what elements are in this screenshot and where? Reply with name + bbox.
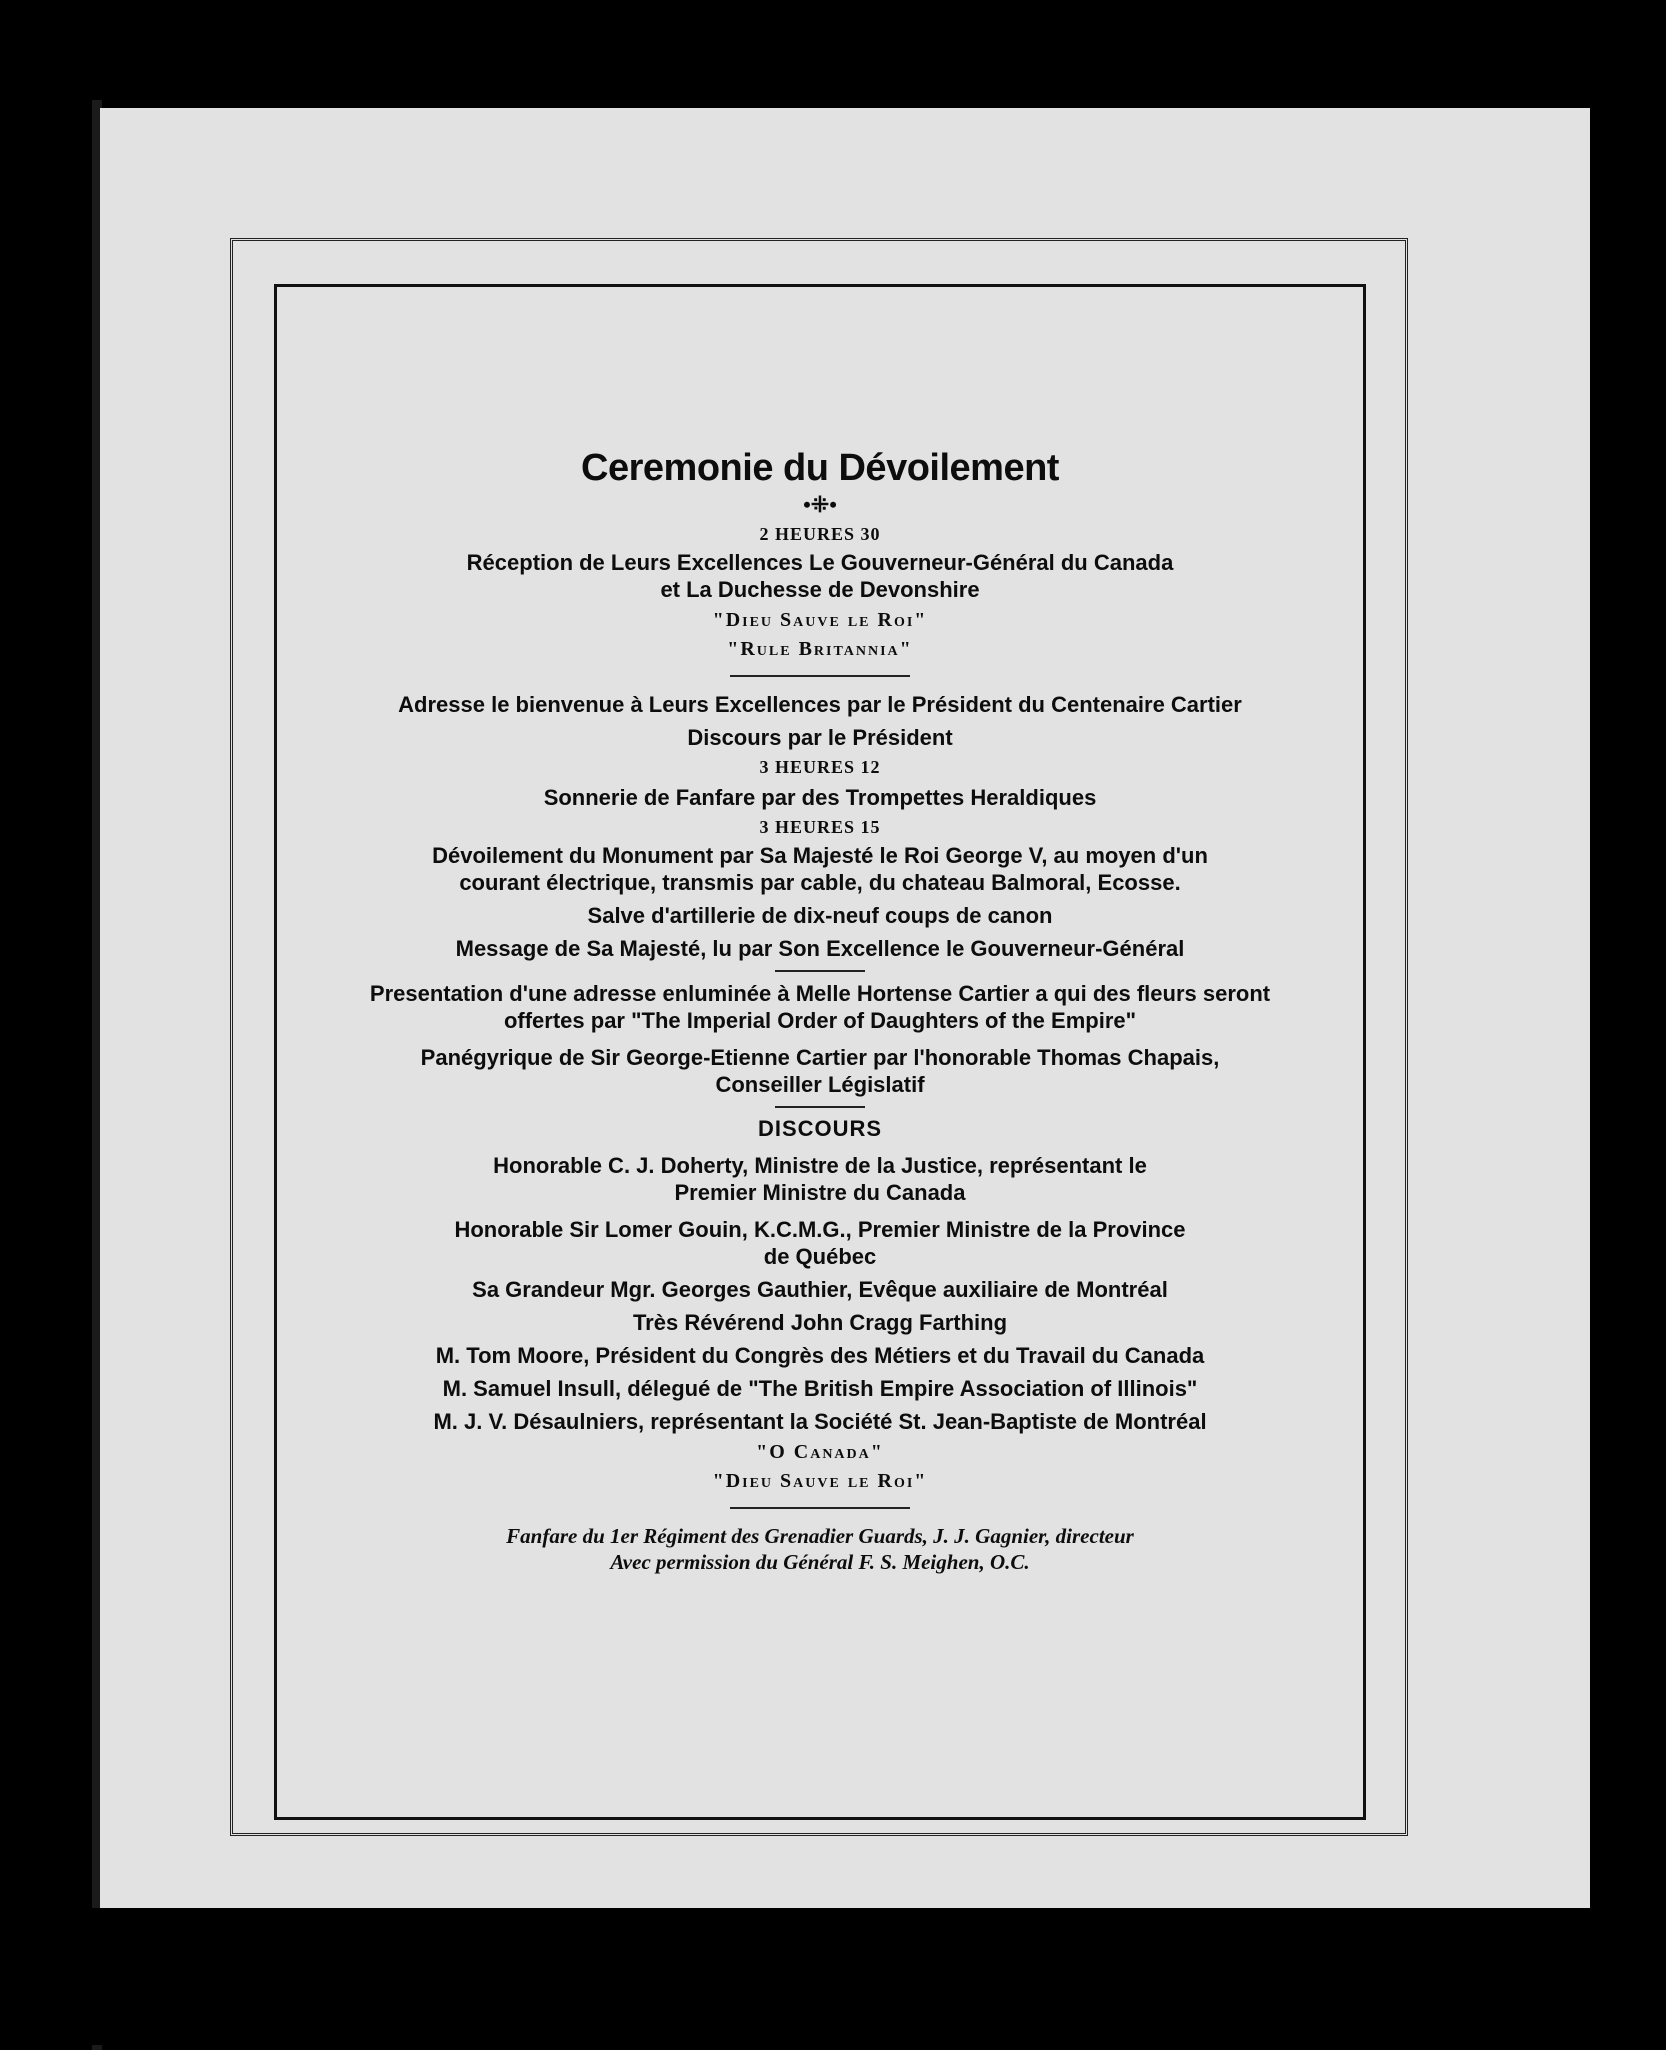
program-line: Sonnerie de Fanfare par des Trompettes Heraldiques [543, 785, 1097, 810]
program-content [274, 284, 1366, 1820]
program-line: Réception de Leurs Excellences Le Gouverneur-Général du Canada [466, 550, 1174, 575]
speaker-line: Très Révérend John Cragg Farthing [632, 1310, 1008, 1335]
discours-heading: DISCOURS [757, 1116, 883, 1141]
program-line: Panégyrique de Sir George-Etienne Cartier par l'honorable Thomas Chapais, [420, 1045, 1220, 1070]
program-line: Dévoilement du Monument par Sa Majesté le Roi George V, au moyen d'un [432, 843, 1208, 868]
program-line: Presentation d'une adresse enluminée à Melle Hortense Cartier a qui des fleurs seront [369, 981, 1271, 1006]
program-line: Salve d'artillerie de dix-neuf coups de canon [587, 903, 1053, 928]
speaker-line: Sa Grandeur Mgr. Georges Gauthier, Evêque auxiliaire de Montréal [472, 1277, 1168, 1302]
speaker-line: Honorable Sir Lomer Gouin, K.C.M.G., Premier Ministre de la Province [454, 1217, 1186, 1242]
speaker-line: M. Tom Moore, Président du Congrès des Métiers et du Travail du Canada [435, 1343, 1205, 1368]
anthem: "O Canada" [756, 1441, 884, 1463]
anthem: "Dieu Sauve le Roi" [712, 609, 928, 631]
divider [775, 1106, 865, 1108]
time-heading: 3 HEURES 15 [759, 817, 881, 837]
time-heading: 2 HEURES 30 [759, 524, 881, 544]
ornament-icon: •⁜• [803, 492, 837, 517]
speaker-line: Premier Ministre du Canada [674, 1180, 966, 1205]
anthem: "Dieu Sauve le Roi" [712, 1470, 928, 1492]
scan-background-strip [0, 1908, 1666, 2045]
divider [730, 675, 910, 677]
divider [775, 970, 865, 972]
program-line: Discours par le Président [687, 725, 953, 750]
program-line: offertes par "The Imperial Order of Daughters of the Empire" [503, 1008, 1137, 1033]
program-line: Conseiller Législatif [715, 1072, 925, 1097]
program-line: Adresse le bienvenue à Leurs Excellences par le Président du Centenaire Cartier [398, 692, 1242, 717]
program-line: et La Duchesse de Devonshire [660, 577, 980, 602]
divider [730, 1507, 910, 1509]
speaker-line: M. Samuel Insull, délegué de "The British Empire Association of Illinois" [442, 1376, 1198, 1401]
program-title: Ceremonie du Dévoilement [581, 447, 1059, 489]
time-heading: 3 HEURES 12 [759, 757, 881, 777]
program-line: Message de Sa Majesté, lu par Son Excellence le Gouverneur-Général [455, 936, 1185, 961]
anthem: "Rule Britannia" [727, 638, 913, 660]
footer-line: Avec permission du Général F. S. Meighen, O.C. [610, 1550, 1030, 1574]
speaker-line: M. J. V. Désaulniers, représentant la Société St. Jean-Baptiste de Montréal [433, 1409, 1207, 1434]
footer-line: Fanfare du 1er Régiment des Grenadier Guards, J. J. Gagnier, directeur [506, 1524, 1134, 1548]
program-line: courant électrique, transmis par cable, du chateau Balmoral, Ecosse. [459, 870, 1181, 895]
speaker-line: Honorable C. J. Doherty, Ministre de la Justice, représentant le [493, 1153, 1147, 1178]
speaker-line: de Québec [763, 1244, 877, 1269]
